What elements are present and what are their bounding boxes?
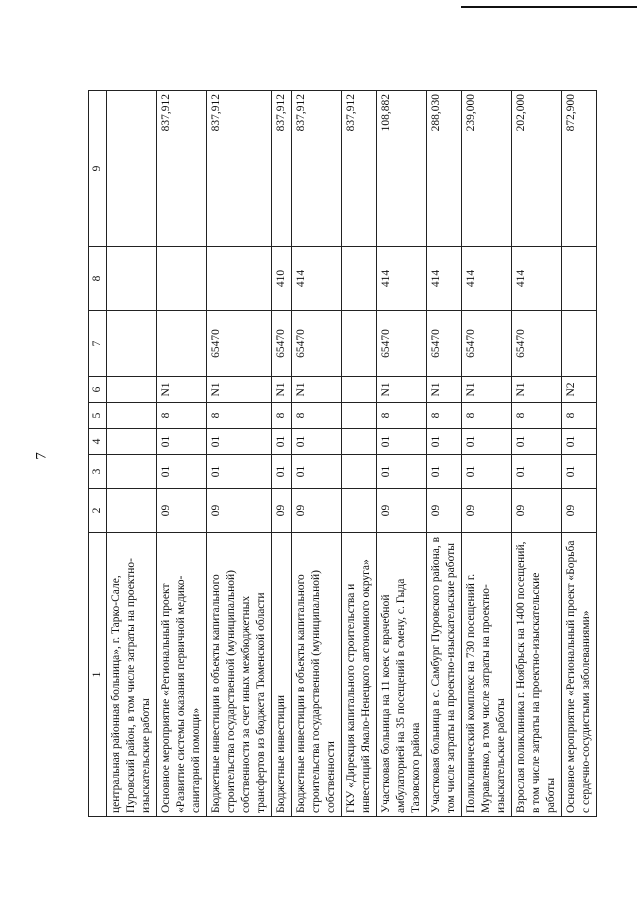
table-cell: 65470 xyxy=(292,311,342,377)
table-cell: 09 xyxy=(292,489,342,533)
table-row xyxy=(562,91,597,817)
table-cell xyxy=(107,247,157,311)
table-cell: N1 xyxy=(462,377,512,403)
table-cell: 01 xyxy=(462,429,512,455)
table-row xyxy=(207,91,272,817)
table-cell: 239,000 xyxy=(462,91,512,247)
table-cell: 01 xyxy=(562,455,597,489)
table-cell: N1 xyxy=(157,377,207,403)
page-number: 7 xyxy=(33,452,50,460)
table-cell: 65470 xyxy=(207,311,272,377)
row-description: Участковая больница в с. Самбург Пуровского района, в том числе затраты на проектно-изыскательские работы xyxy=(427,533,462,817)
row-description: Поликлинический комплекс на 730 посещений г. Муравленко, в том числе затраты на проектно-изыскательские работы xyxy=(462,533,512,817)
table-cell: 414 xyxy=(512,247,562,311)
table-cell xyxy=(157,311,207,377)
table-cell: 872,900 xyxy=(562,91,597,247)
table-cell: 01 xyxy=(462,455,512,489)
row-description: центральная районная больница», г. Тарко-Сале, Пуровский район, в том числе затраты на проектно-изыскательские работы xyxy=(107,533,157,817)
table-row xyxy=(342,91,377,817)
table-cell xyxy=(342,489,377,533)
table-cell: 09 xyxy=(272,489,292,533)
table-cell: 01 xyxy=(272,455,292,489)
table-cell: 65470 xyxy=(462,311,512,377)
table-cell xyxy=(342,377,377,403)
table-cell: 01 xyxy=(157,455,207,489)
table-row xyxy=(427,91,462,817)
row-description: Взрослая поликлиника г. Ноябрьск на 1400 посещений, в том числе затраты на проектно-изыскательские работы xyxy=(512,533,562,817)
table-cell: 837,912 xyxy=(207,91,272,247)
table-body xyxy=(107,91,597,817)
table-cell: 837,912 xyxy=(342,91,377,247)
row-description: Бюджетные инвестиции в объекты капитального строительства государственной (муниципальной) собственности xyxy=(292,533,342,817)
table-cell: 8 xyxy=(207,403,272,429)
table-cell xyxy=(107,91,157,247)
table-row xyxy=(377,91,427,817)
table-cell: 01 xyxy=(292,429,342,455)
table-cell: N1 xyxy=(427,377,462,403)
column-header: 8 xyxy=(89,247,107,311)
table-cell: 01 xyxy=(512,429,562,455)
table-cell: 8 xyxy=(157,403,207,429)
table-cell: 01 xyxy=(272,429,292,455)
table-cell: 01 xyxy=(562,429,597,455)
table-cell: 414 xyxy=(462,247,512,311)
table-cell: 65470 xyxy=(272,311,292,377)
table-cell: 837,912 xyxy=(272,91,292,247)
table-cell: 09 xyxy=(207,489,272,533)
table-cell: 01 xyxy=(377,455,427,489)
table-cell: 09 xyxy=(157,489,207,533)
row-description: Участковая больница на 11 коек с врачебной амбулаторией на 35 посещений в смену, с. Гыда Тазовского района xyxy=(377,533,427,817)
column-header: 7 xyxy=(89,311,107,377)
top-rule xyxy=(461,6,637,8)
table-cell: 414 xyxy=(292,247,342,311)
table-cell xyxy=(107,489,157,533)
table-cell: 414 xyxy=(377,247,427,311)
table-cell: 410 xyxy=(272,247,292,311)
table-cell: N1 xyxy=(207,377,272,403)
table-cell xyxy=(107,455,157,489)
row-description: Основное мероприятие «Региональный проект «Развитие системы оказания первичной медико-санитарной помощи» xyxy=(157,533,207,817)
table-cell: 01 xyxy=(377,429,427,455)
row-description: Бюджетные инвестиции xyxy=(272,533,292,817)
table-cell xyxy=(342,455,377,489)
table-cell: N1 xyxy=(292,377,342,403)
row-description: ГКУ «Дирекция капитального строительства и инвестиций Ямало-Ненецкого автономного округа» xyxy=(342,533,377,817)
table-cell xyxy=(342,247,377,311)
table-cell: 01 xyxy=(292,455,342,489)
row-description: Бюджетные инвестиции в объекты капитального строительства государственной (муниципальной) собственности за счет иных межбюджетных трансфертов из бюджета Тюменской области xyxy=(207,533,272,817)
table-cell: 01 xyxy=(207,429,272,455)
table-cell: 01 xyxy=(427,455,462,489)
column-header: 1 xyxy=(89,533,107,817)
table-cell: 01 xyxy=(207,455,272,489)
table-cell xyxy=(157,247,207,311)
column-header: 4 xyxy=(89,429,107,455)
table-cell: 09 xyxy=(377,489,427,533)
table-cell: 65470 xyxy=(512,311,562,377)
table-cell xyxy=(107,377,157,403)
table-row xyxy=(107,91,157,817)
table-cell xyxy=(562,311,597,377)
row-description: Основное мероприятие «Региональный проект «Борьба с сердечно-сосудистыми заболеваниями» xyxy=(562,533,597,817)
table-cell xyxy=(342,311,377,377)
budget-table xyxy=(88,90,597,817)
table-cell: 65470 xyxy=(377,311,427,377)
table-cell: 8 xyxy=(377,403,427,429)
table-cell: 8 xyxy=(562,403,597,429)
table-cell: 8 xyxy=(292,403,342,429)
table-cell xyxy=(107,429,157,455)
table-cell xyxy=(107,403,157,429)
table-cell: 09 xyxy=(562,489,597,533)
table-cell: 202,000 xyxy=(512,91,562,247)
table-cell: N2 xyxy=(562,377,597,403)
table-cell xyxy=(342,429,377,455)
column-header: 5 xyxy=(89,403,107,429)
table-cell: 108,882 xyxy=(377,91,427,247)
table-cell: 09 xyxy=(512,489,562,533)
rotated-table-container xyxy=(88,91,640,817)
table-row xyxy=(292,91,342,817)
table-cell: 01 xyxy=(157,429,207,455)
table-cell: 414 xyxy=(427,247,462,311)
table-row xyxy=(272,91,292,817)
header-row xyxy=(89,91,107,817)
table-cell: N1 xyxy=(272,377,292,403)
table-cell: 8 xyxy=(462,403,512,429)
column-header: 9 xyxy=(89,91,107,247)
table-cell: N1 xyxy=(377,377,427,403)
table-cell: 837,912 xyxy=(292,91,342,247)
table-row xyxy=(462,91,512,817)
table-cell xyxy=(342,403,377,429)
table-cell: 09 xyxy=(462,489,512,533)
table-cell: 8 xyxy=(427,403,462,429)
column-header: 6 xyxy=(89,377,107,403)
table-row xyxy=(157,91,207,817)
table-cell: 8 xyxy=(512,403,562,429)
table-cell xyxy=(562,247,597,311)
table-cell: 01 xyxy=(427,429,462,455)
table-cell: N1 xyxy=(512,377,562,403)
table-cell: 65470 xyxy=(427,311,462,377)
column-header: 3 xyxy=(89,455,107,489)
table-cell: 09 xyxy=(427,489,462,533)
table-row xyxy=(512,91,562,817)
table-cell xyxy=(107,311,157,377)
table-cell: 01 xyxy=(512,455,562,489)
table-cell: 8 xyxy=(272,403,292,429)
table-cell: 837,912 xyxy=(157,91,207,247)
column-header: 2 xyxy=(89,489,107,533)
table-cell: 288,030 xyxy=(427,91,462,247)
table-cell xyxy=(207,247,272,311)
